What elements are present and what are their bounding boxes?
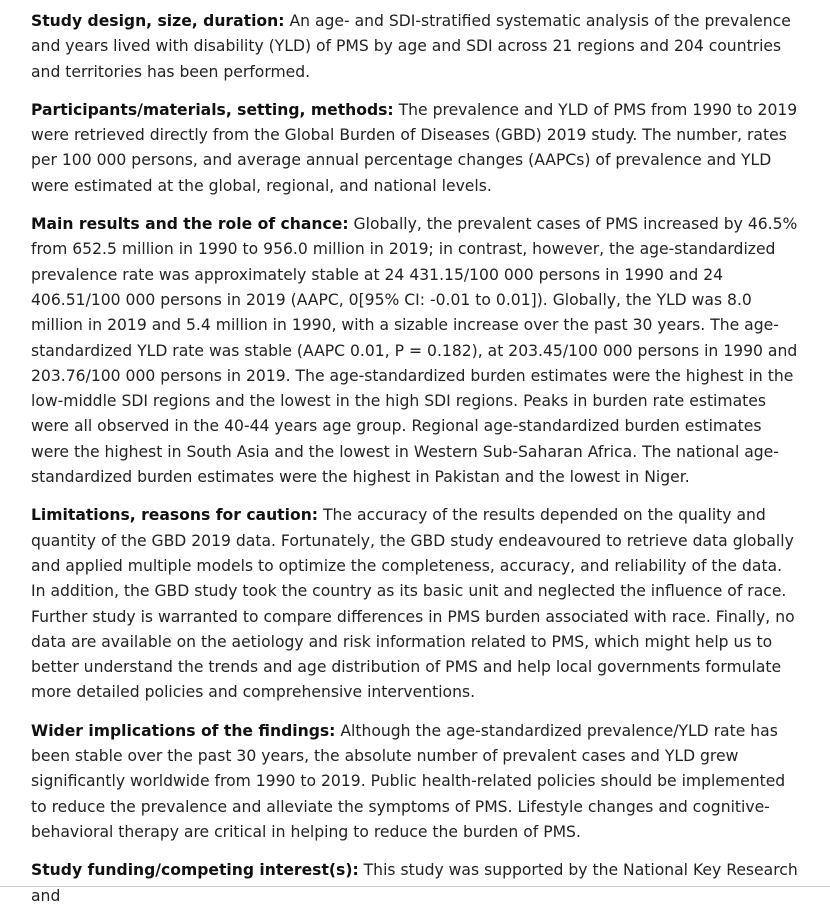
section-label: Study design, size, duration:: [31, 12, 285, 30]
main-results-section: [31, 212, 801, 490]
funding-section: [31, 858, 801, 909]
section-label: Study funding/competing interest(s):: [31, 861, 359, 880]
section-text: Globally, the prevalent cases of PMS increased by 46.5% from 652.5 million in 1990 to 956.0 million in 2019; in contrast, however, the age-standardized prevalence rate was approximately stable at 24 431.15/100 000 persons in 1990 and 24 406.51/100 000 persons in 2019 (AAPC, 0[95% CI: -0.01 to 0.01]). Globally, the YLD was 8.0 million in 2019 and 5.4 million in 1990, with a sizable increase over the past 30 years. The age-standardized YLD rate was stable (AAPC 0.01, P = 0.182), at 203.45/100 000 persons in 1990 and 203.76/100 000 persons in 2019. The age-standardized burden estimates were the highest in the low-middle SDI regions and the lowest in the high SDI regions. Peaks in burden rate estimates were all observed in the 40-44 years age group. Regional age-standardized burden estimates were the highest in South Asia and the lowest in Western Sub-Saharan Africa. The national age-standardized burden estimates were the highest in Pakistan and the lowest in Niger.: [31, 215, 798, 487]
section-label: Wider implications of the findings:: [31, 721, 336, 740]
section-text: Although the age-standardized prevalence/YLD rate has been stable over the past 30 years, the absolute number of prevalent cases and YLD grew significantly worldwide from 1990 to 2019. Public health-related policies should be implemented to reduce the prevalence and alleviate the symptoms of PMS. Lifestyle changes and cognitive-behavioral therapy are critical in helping to reduce the burden of PMS.: [31, 721, 786, 841]
section-text: The accuracy of the results depended on the quality and quantity of the GBD 2019 data. Fortunately, the GBD study endeavoured to retrieve data globally and applied multiple models to optimize the completeness, accuracy, and reliability of the data. In addition, the GBD study took the country as its basic unit and neglected the influence of race. Further study is warranted to compare differences in PMS burden associated with race. Finally, no data are available on the aetiology and risk information related to PMS, which might help us to better understand the trends and age distribution of PMS and help local governments formulate more detailed policies and comprehensive interventions.: [31, 506, 795, 702]
abstract-body: [31, 9, 801, 922]
section-label: Participants/materials, setting, methods:: [31, 100, 394, 119]
section-text: This study was supported by the National Key Research and: [31, 861, 798, 905]
wider-implications-section: [31, 719, 801, 845]
limitations-section: [31, 503, 801, 705]
section-text: The prevalence and YLD of PMS from 1990 to 2019 were retrieved directly from the Global Burden of Diseases (GBD) 2019 study. The number, rates per 100 000 persons, and average annual percentage changes (AAPCs) of prevalence and YLD were estimated at the global, regional, and national levels.: [31, 100, 798, 195]
section-label: Limitations, reasons for caution:: [31, 506, 319, 525]
section-label: Main results and the role of chance:: [31, 215, 349, 234]
participants-methods-section: [31, 98, 801, 199]
study-design-section: [31, 9, 801, 85]
bottom-divider: [0, 886, 830, 887]
section-text: An age- and SDI-stratified systematic analysis of the prevalence and years lived with disability (YLD) of PMS by age and SDI across 21 regions and 204 countries and territories has been performed.: [31, 12, 791, 81]
